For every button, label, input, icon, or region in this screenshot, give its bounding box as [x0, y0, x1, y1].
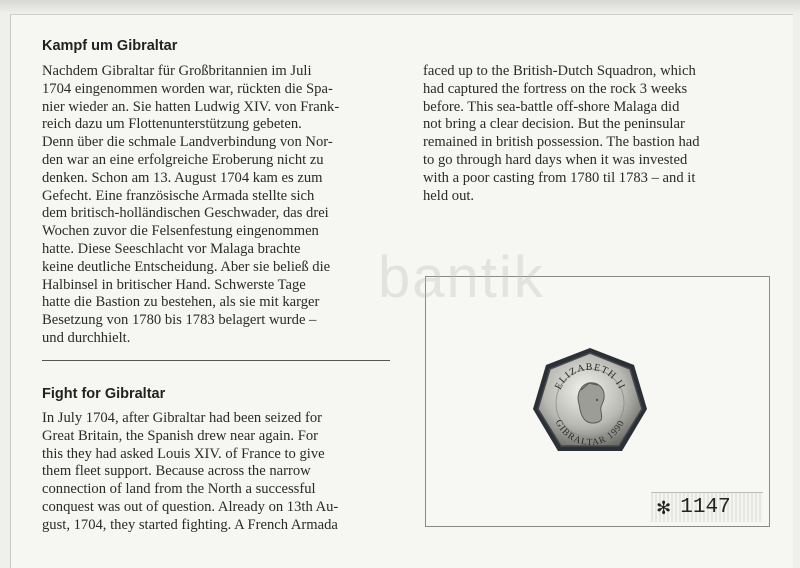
english-line: this they had asked Louis XIV. of France to give — [42, 445, 325, 462]
english-heading: Fight for Gibraltar — [42, 386, 166, 402]
german-line: den war an eine erfolgreiche Eroberung nicht zu — [42, 151, 324, 168]
german-line: Wochen zuvor die Felsenfestung eingenommen — [42, 223, 319, 240]
english-continued-line: with a poor casting from 1780 til 1783 – and it — [423, 169, 696, 186]
english-line: Great Britain, the Spanish drew near again. For — [42, 427, 318, 444]
german-text — [42, 63, 390, 348]
english-line: them fleet support. Because across the narrow — [42, 463, 311, 480]
english-line: conquest was out of question. Already on 13th Au- — [42, 498, 339, 515]
envelope-top-edge — [0, 0, 800, 14]
german-line: Gefecht. Eine französische Armada stellte sich — [42, 187, 315, 204]
german-line: hatte. Diese Seeschlacht vor Malaga brachte — [42, 240, 301, 257]
english-line: connection of land from the North a successful — [42, 481, 316, 498]
german-line: keine deutliche Entscheidung. Aber sie beließ die — [42, 258, 331, 275]
english-continued-line: held out. — [423, 187, 475, 204]
german-line: hatte die Bastion zu bestehen, als sie mit karger — [42, 294, 320, 311]
german-line: nier wieder an. Sie hatten Ludwig XIV. von Frank- — [42, 98, 340, 115]
english-text — [42, 410, 390, 535]
german-line: dem britisch-holländischen Geschwader, das drei — [42, 205, 329, 222]
english-continued-line: before. This sea-battle off-shore Malaga did — [423, 98, 680, 115]
german-line: 1704 eingenommen worden war, rückten die Spa- — [42, 80, 333, 97]
german-line: und durchhielt. — [42, 329, 131, 346]
serial-number-box — [651, 492, 763, 522]
watermark: bantik — [378, 245, 545, 310]
coin-20-pence — [531, 346, 649, 464]
german-line: Denn über die schmale Landverbindung von Nor- — [42, 134, 333, 151]
english-text-continued — [423, 63, 768, 205]
english-continued-line: had captured the fortress on the rock 3 weeks — [423, 80, 688, 97]
german-line: denken. Schon am 13. August 1704 kam es zum — [42, 169, 323, 186]
divider-line — [42, 360, 390, 361]
english-line: In July 1704, after Gibraltar had been seized for — [42, 410, 323, 426]
german-line: reich dazu um Flottenunterstützung gebeten. — [42, 116, 302, 133]
german-line: Besetzung von 1780 bis 1783 belagert wurde – — [42, 312, 317, 329]
german-heading: Kampf um Gibraltar — [42, 38, 178, 54]
german-line: Halbinsel in britischer Hand. Schwerste Tage — [42, 276, 306, 293]
asterisk-icon: ✻ — [657, 495, 671, 521]
english-continued-line: faced up to the British-Dutch Squadron, which — [423, 63, 696, 79]
english-line: gust, 1704, they started fighting. A French Armada — [42, 516, 338, 533]
serial-number: 1147 — [680, 496, 731, 519]
english-continued-line: to go through hard days when it was invested — [423, 151, 688, 168]
english-continued-line: remained in british possession. The bastion had — [423, 134, 700, 151]
english-continued-line: not bring a clear decision. But the peninsular — [423, 116, 685, 133]
coin-legend-top: ELIZABETH II — [553, 361, 628, 392]
coin-legend-bottom: GIBRALTAR 1990 — [552, 418, 628, 449]
german-line: Nachdem Gibraltar für Großbritannien im Juli — [42, 63, 312, 79]
